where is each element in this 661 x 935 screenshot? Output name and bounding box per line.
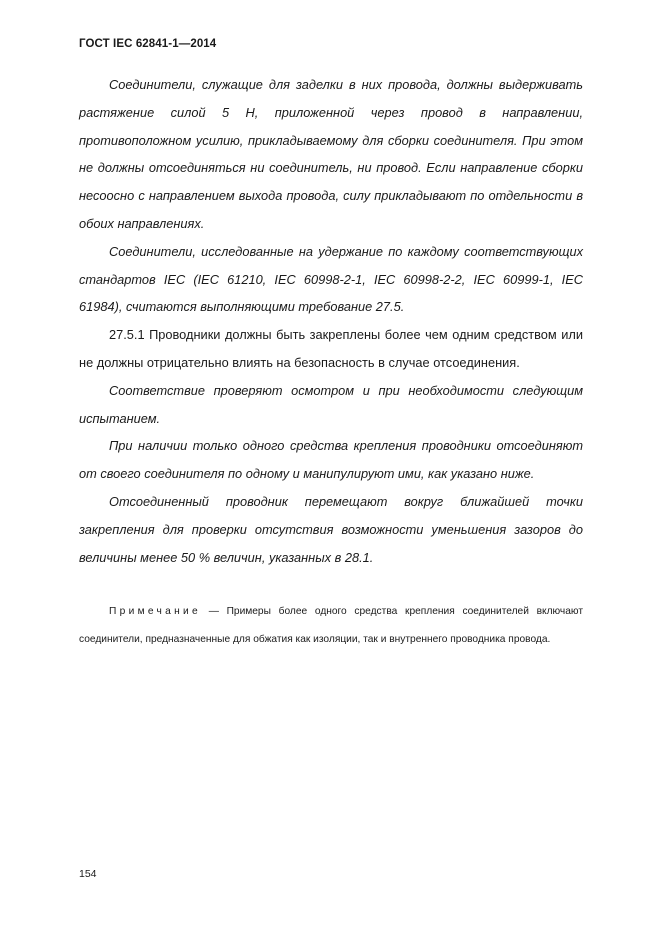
paragraph-connector-standards: Соединители, исследованные на удержание по каждому соответствующих стандартов IEC (IEC 61210, IEC 60998-2-1, IEC 60998-2-2, IEC 60999-1, IEC 61984), считаются выполняющими требование 27.5. <box>79 243 583 315</box>
note-text: — Примеры более одного средства крепления соединителей включают соединители, предназначенные для обжатия как изоляции, так и внутреннего проводника провода. <box>79 606 583 645</box>
page-number: 154 <box>79 868 97 880</box>
document-header: ГОСТ IEC 62841-1—2014 <box>79 38 217 50</box>
note-label: Примечание <box>109 606 201 617</box>
paragraph-connector-tension: Соединители, служащие для заделки в них провода, должны выдерживать растяжение силой 5 Н, приложенной через провод в направлении, противоположном усилию, прикладываемому для сборки соединителя. При этом не должны отсоединяться ни соединитель, ни провод. Если направление сборки несоосно с направлением выхода провода, силу прикладывают по отдельности в обоих направлениях. <box>79 77 583 231</box>
paragraph-clause-27-5-1: 27.5.1 Проводники должны быть закреплены более чем одним средством или не должны отрицательно влиять на безопасность в случае отсоединения. <box>79 327 583 370</box>
paragraph-single-fixing: При наличии только одного средства крепления проводники отсоединяют от своего соединителя по одному и манипулируют ими, как указано ниже. <box>79 438 583 482</box>
paragraph-compliance-check: Соответствие проверяют осмотром и при необходимости следующим испытанием. <box>79 382 583 426</box>
main-text <box>79 71 583 571</box>
paragraph-displaced-conductor: Отсоединенный проводник перемещают вокруг ближайшей точки закрепления для проверки отсутствия возможности уменьшения зазоров до величины менее 50 % величин, указанных в 28.1. <box>79 493 583 565</box>
note-block <box>79 598 583 654</box>
